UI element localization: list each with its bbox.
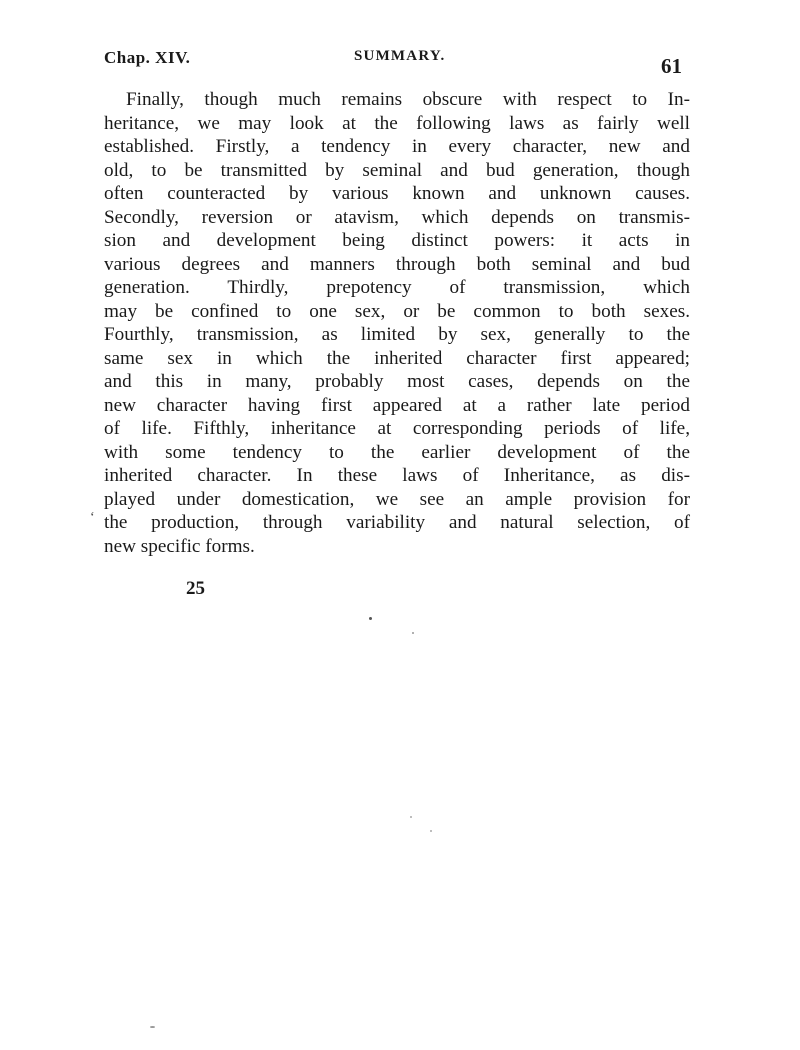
running-title: SUMMARY. xyxy=(354,48,446,64)
ink-speck xyxy=(150,1026,155,1028)
chapter-label: Chap. XIV. xyxy=(104,48,191,67)
text-line: same sex in which the inherited character first appeared; xyxy=(104,347,690,369)
text-line: new specific forms. xyxy=(104,535,255,557)
text-line: inherited character. In these laws of Inheritance, as dis- xyxy=(104,465,690,486)
text-line: sion and development being distinct powers: it acts in xyxy=(104,230,690,251)
text-line: of life. Fifthly, inheritance at corresponding periods of life, xyxy=(104,418,690,439)
text-line: Secondly, reversion or atavism, which depends on transmis- xyxy=(104,206,690,228)
text-line: Fourthly, transmission, as limited by sex, generally to the xyxy=(104,324,690,345)
text-line: old, to be transmitted by seminal and bud generation, though xyxy=(104,159,690,181)
ink-speck xyxy=(369,617,372,620)
signature-mark: 25 xyxy=(186,578,205,599)
paragraph xyxy=(104,88,690,558)
ink-speck xyxy=(412,632,414,634)
text-line: the production, through variability and natural selection, of xyxy=(104,512,690,533)
running-head xyxy=(104,44,686,84)
text-line: and this in many, probably most cases, depends on the xyxy=(104,371,690,392)
text-line: new character having first appeared at a rather late period xyxy=(104,394,690,416)
text-line: Finally, though much remains obscure with respect to In- xyxy=(126,89,690,110)
text-line: with some tendency to the earlier development of the xyxy=(104,441,690,463)
ink-speck xyxy=(430,830,432,832)
text-line: heritance, we may look at the following laws as fairly well xyxy=(104,112,690,134)
text-line: generation. Thirdly, prepotency of transmission, which xyxy=(104,277,690,298)
text-line: established. Firstly, a tendency in every character, new and xyxy=(104,136,690,157)
text-line: played under domestication, we see an ample provision for xyxy=(104,488,690,510)
page-number: 61 xyxy=(661,54,682,78)
text-line: may be confined to one sex, or be common to both sexes. xyxy=(104,300,690,322)
text-line: various degrees and manners through both seminal and bud xyxy=(104,253,690,275)
text-line: often counteracted by various known and unknown causes. xyxy=(104,183,690,204)
ink-speck xyxy=(410,816,412,818)
stray-mark: ʻ xyxy=(90,510,95,525)
